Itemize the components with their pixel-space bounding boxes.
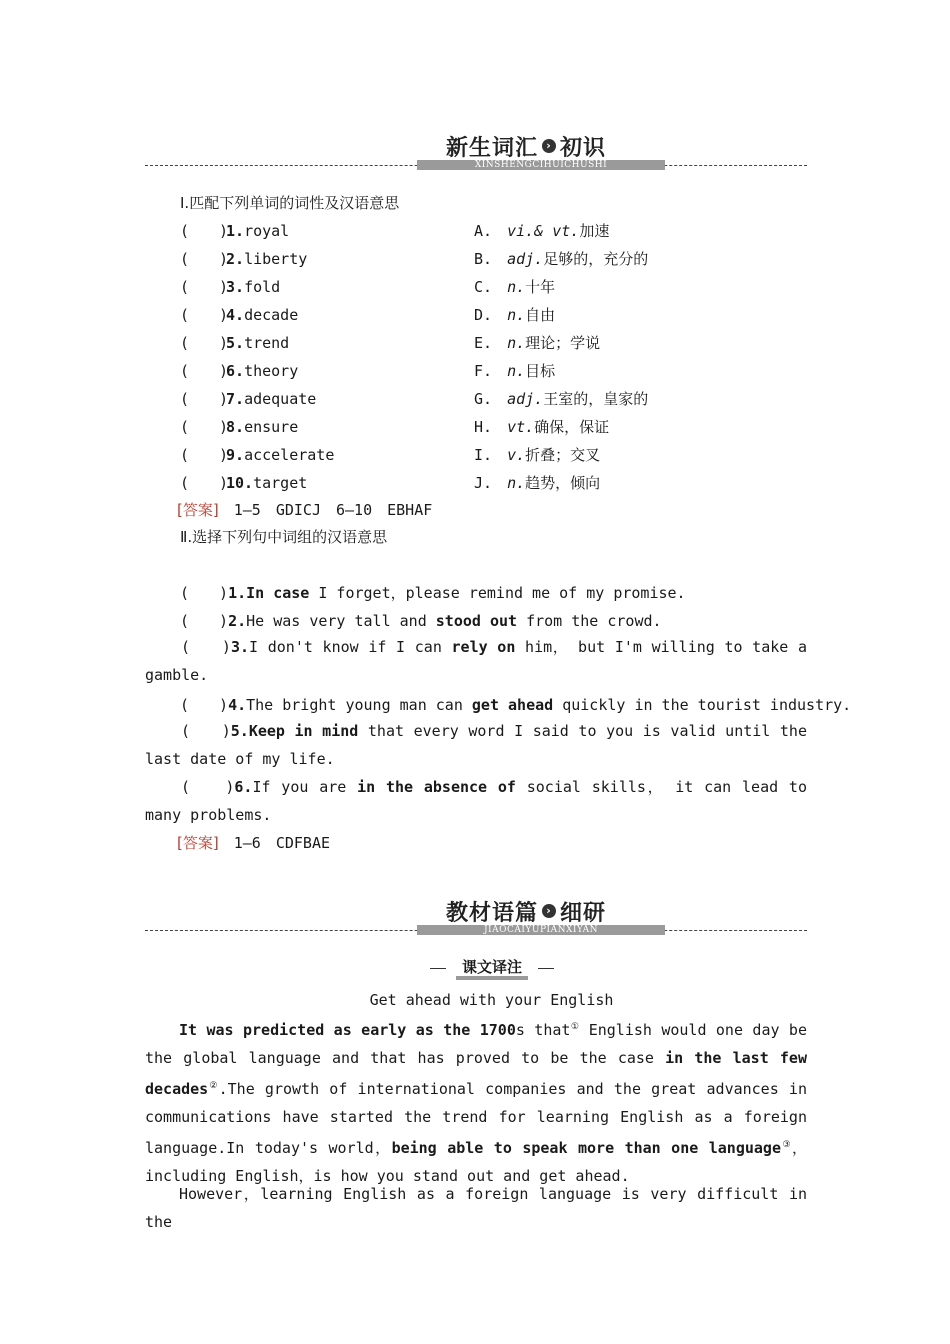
- passage-title: Get ahead with your English: [369, 991, 614, 1009]
- list-item: ( ) 8.ensure H. vt.确保，保证: [180, 418, 610, 436]
- list-item: ( ) 3.fold C. n.十年: [180, 278, 556, 296]
- answer-text: 1—5 GDICJ 6—10 EBHAF: [233, 501, 433, 519]
- section-header-vocabulary: [145, 132, 807, 178]
- answer-label: [答案]: [177, 501, 219, 519]
- chevron-right-icon: ›: [542, 904, 556, 918]
- list-item: ( ) 7.adequate G. adj.王室的，皇家的: [180, 390, 649, 408]
- answer-blank[interactable]: ( ): [180, 250, 229, 268]
- section-title-main: 教材语篇: [446, 900, 539, 926]
- answer-label: [答案]: [177, 834, 219, 852]
- answer-blank[interactable]: ( ): [180, 446, 229, 464]
- answer-blank[interactable]: ( ): [181, 778, 235, 796]
- list-item: ( ) 1.royal A. vi.& vt.加速: [180, 222, 610, 240]
- section-title-sub: 细研: [560, 900, 607, 926]
- list-item: ( ) 6.theory F. n.目标: [180, 362, 556, 380]
- answer-text: 1—6 CDFBAE: [233, 834, 331, 852]
- sentence-4: ( )4.The bright young man can get ahead quickly in the tourist industry.: [180, 696, 852, 714]
- answer-blank[interactable]: ( ): [180, 474, 229, 492]
- answer-blank[interactable]: ( ): [180, 418, 229, 436]
- answer-blank[interactable]: ( ): [180, 390, 229, 408]
- section-title-sub: 初识: [560, 135, 607, 161]
- answer-blank[interactable]: ( ): [180, 222, 229, 240]
- list-item: ( ) 4.decade D. n.自由: [180, 306, 556, 324]
- subsection-title: 课文译注: [456, 958, 528, 980]
- part1-heading: Ⅰ.匹配下列单词的词性及汉语意思: [180, 194, 400, 212]
- part2-heading: Ⅱ.选择下列句中词组的汉语意思: [180, 528, 388, 546]
- list-item: ( ) 2.liberty B. adj.足够的，充分的: [180, 250, 649, 268]
- section-pinyin-bar: XINSHENGCIHUICHUSHI: [417, 160, 665, 170]
- sentence-6: ( )6.If you are in the absence of social skills， it can lead to many problems.: [145, 778, 807, 824]
- chevron-right-icon: ›: [542, 139, 556, 153]
- footnote-marker: ③: [781, 1140, 792, 1150]
- divider-left: [430, 968, 446, 969]
- part2-answer: [177, 833, 330, 853]
- sentence-3: ( )3.I don't know if I can rely on him， but I'm willing to take a gamble.: [145, 638, 807, 684]
- section-title-main: 新生词汇: [446, 135, 539, 161]
- list-item: ( ) 10.target J. n.趋势，倾向: [180, 474, 601, 492]
- passage-paragraph-2: However，learning English as a foreign language is very difficult in the: [145, 1185, 807, 1231]
- subsection-header: [430, 958, 554, 980]
- answer-blank[interactable]: ( ): [180, 584, 229, 602]
- answer-blank[interactable]: ( ): [181, 722, 231, 740]
- sentence-2: ( )2.He was very tall and stood out from the crowd.: [180, 612, 662, 630]
- list-item: ( ) 5.trend E. n.理论；学说: [180, 334, 601, 352]
- sentence-5: ( )5.Keep in mind that every word I said to you is valid until the last date of my life.: [145, 722, 807, 768]
- answer-blank[interactable]: ( ): [180, 278, 229, 296]
- part1-answer: [177, 500, 432, 520]
- footnote-marker: ②: [208, 1081, 219, 1091]
- list-item: ( ) 9.accelerate I. v.折叠；交叉: [180, 446, 601, 464]
- footnote-marker: ①: [570, 1022, 580, 1032]
- section-pinyin-bar: JIAOCAIYUPIANXIYAN: [417, 925, 665, 935]
- sentence-1: ( )1.In case I forget，please remind me of my promise.: [180, 584, 686, 602]
- answer-blank[interactable]: ( ): [180, 612, 229, 630]
- answer-blank[interactable]: ( ): [180, 362, 229, 380]
- answer-blank[interactable]: ( ): [180, 306, 229, 324]
- section-title: [442, 132, 610, 160]
- section-header-passage: [145, 897, 807, 943]
- answer-blank[interactable]: ( ): [180, 696, 229, 714]
- section-title: [442, 897, 610, 925]
- answer-blank[interactable]: ( ): [181, 638, 231, 656]
- passage-paragraph-1: It was predicted as early as the 1700s that① English would one day be the global language and that has proved to be the case in the last few decades②.The growth of international companies and the great advances in communications have started the trend for learning English as a foreign language.In today's world，being able to speak more than one language③，including English，is how you stand out and get ahead.: [145, 1021, 807, 1185]
- answer-blank[interactable]: ( ): [180, 334, 229, 352]
- divider-right: [538, 968, 554, 969]
